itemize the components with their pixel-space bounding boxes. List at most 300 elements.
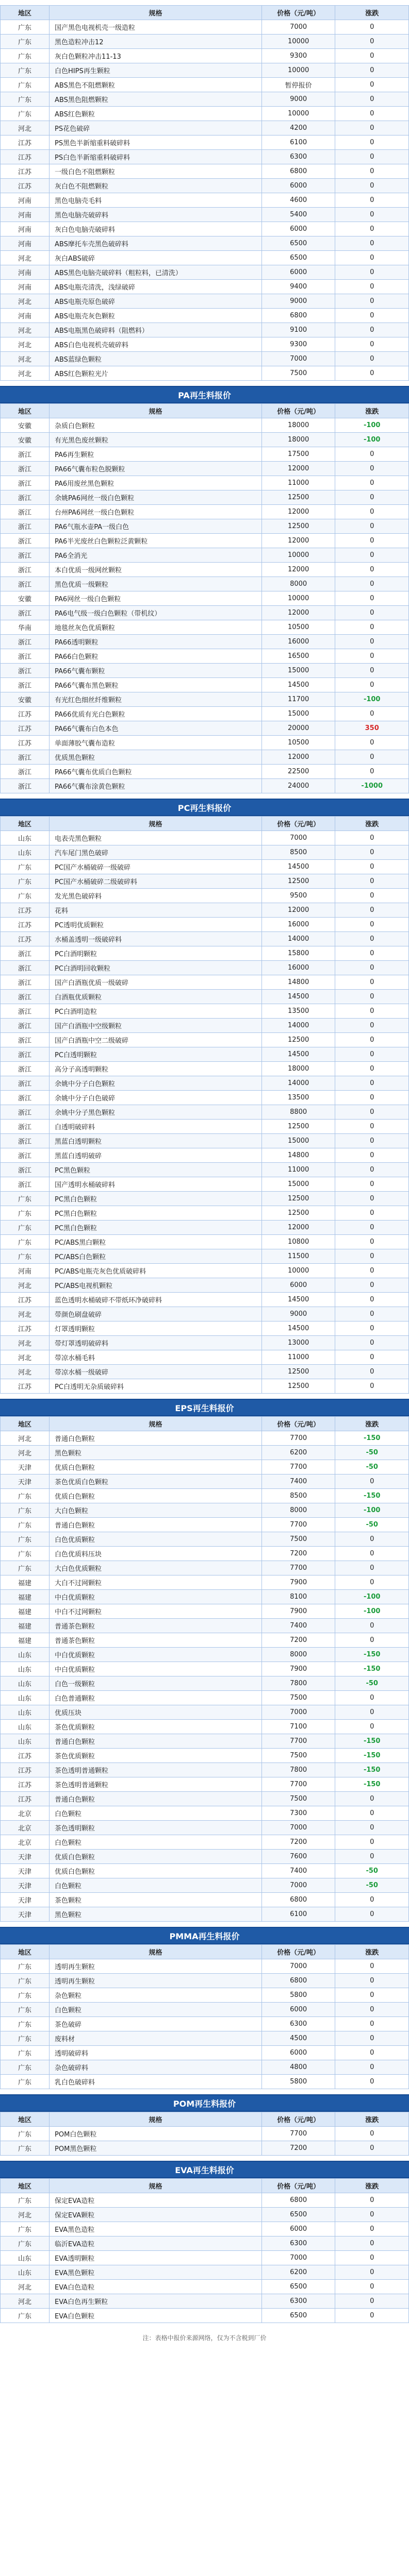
spec-cell: 国产白酒瓶优质一级破碎 [50, 975, 262, 990]
price-cell: 7900 [261, 1662, 335, 1676]
price-cell: 7100 [261, 1720, 335, 1734]
price-cell: 7600 [261, 1850, 335, 1864]
region-cell: 江苏 [1, 721, 50, 736]
table-row [1, 1105, 409, 1120]
price-cell: 6500 [261, 236, 335, 251]
change-cell: 0 [335, 620, 409, 635]
spec-cell: 一级白色不阻燃颗粒 [50, 164, 262, 179]
price-cell: 18000 [261, 418, 335, 433]
region-cell: 广东 [1, 2003, 50, 2017]
change-cell: 0 [335, 903, 409, 918]
change-cell: 0 [335, 860, 409, 874]
spec-cell: PS花色破碎 [50, 121, 262, 135]
change-cell: -100 [335, 1590, 409, 1604]
region-cell: 河北 [1, 2294, 50, 2309]
change-cell: -100 [335, 433, 409, 447]
table-row [1, 505, 409, 519]
table-row [1, 649, 409, 664]
region-cell: 天津 [1, 1878, 50, 1893]
price-cell: 7000 [261, 2251, 335, 2265]
change-cell: 0 [335, 2222, 409, 2236]
region-cell: 河北 [1, 1278, 50, 1293]
price-cell: 13500 [261, 1004, 335, 1019]
spec-cell: 单面薄胶气囊布造粒 [50, 736, 262, 750]
price-cell: 20000 [261, 721, 335, 736]
price-cell: 6500 [261, 2208, 335, 2222]
change-cell: 0 [335, 63, 409, 78]
region-cell: 广东 [1, 78, 50, 92]
change-cell: 0 [335, 534, 409, 548]
table-row [1, 1134, 409, 1148]
price-cell: 12000 [261, 563, 335, 577]
price-cell: 8000 [261, 1648, 335, 1662]
table-row [1, 1850, 409, 1864]
table-row [1, 2280, 409, 2294]
table-row [1, 591, 409, 606]
spec-cell: 国产白酒瓶中空级颗粒 [50, 1019, 262, 1033]
spec-cell: 国产黑色电视机壳一级造粒 [50, 20, 262, 35]
change-cell: -100 [335, 1503, 409, 1518]
col-region-header: 地区 [1, 817, 50, 831]
table-row [1, 620, 409, 635]
spec-cell: PC白酒明造粒 [50, 1004, 262, 1019]
table-row [1, 1806, 409, 1821]
table-row [1, 1379, 409, 1394]
region-cell: 浙江 [1, 961, 50, 975]
price-cell: 14500 [261, 860, 335, 874]
change-cell: 0 [335, 1475, 409, 1489]
table-row [1, 606, 409, 620]
spec-cell: 白色HIPS再生颗粒 [50, 63, 262, 78]
price-cell: 18000 [261, 1062, 335, 1076]
spec-cell: 茶色透明普通颗粒 [50, 1777, 262, 1792]
spec-cell: PC白透明无杂质破碎料 [50, 1379, 262, 1394]
region-cell: 华南 [1, 620, 50, 635]
spec-cell: 中白优质颗粒 [50, 1662, 262, 1676]
region-cell: 河南 [1, 1264, 50, 1278]
price-table [0, 5, 409, 381]
region-cell: 广东 [1, 2127, 50, 2141]
price-cell: 6800 [261, 164, 335, 179]
region-cell: 天津 [1, 1864, 50, 1878]
table-row [1, 2127, 409, 2141]
spec-cell: PC/ABS白色颗粒 [50, 1249, 262, 1264]
price-cell: 7800 [261, 1763, 335, 1777]
spec-cell: PA66透明颗粒 [50, 635, 262, 649]
spec-cell: EVA透明颗粒 [50, 2251, 262, 2265]
spec-cell: 透明破碎料 [50, 2046, 262, 2060]
spec-cell: 普通茶色颗粒 [50, 1633, 262, 1648]
change-cell: 0 [335, 352, 409, 366]
spec-cell: PA6全消光 [50, 548, 262, 563]
price-cell: 7700 [261, 1460, 335, 1475]
region-cell: 广东 [1, 2193, 50, 2208]
change-cell: 0 [335, 1619, 409, 1633]
table-row [1, 2236, 409, 2251]
region-cell: 浙江 [1, 1134, 50, 1148]
region-cell: 浙江 [1, 1120, 50, 1134]
price-cell: 12000 [261, 462, 335, 476]
price-cell: 10000 [261, 1264, 335, 1278]
table-header-row [1, 2179, 409, 2193]
spec-cell: 有光黑色废丝颗粒 [50, 433, 262, 447]
spec-cell: 带凉水桶一级破碎 [50, 1365, 262, 1379]
spec-cell: 茶色颗粒 [50, 1893, 262, 1907]
table-header-row [1, 817, 409, 831]
price-cell: 5800 [261, 1988, 335, 2003]
change-cell: 0 [335, 1062, 409, 1076]
col-region-header: 地区 [1, 404, 50, 418]
spec-cell: ABS黑色电脑壳破碎料（粗粒料，已清洗） [50, 265, 262, 280]
change-cell: 0 [335, 193, 409, 208]
spec-cell: 黑蓝白透明颗粒 [50, 1134, 262, 1148]
spec-cell: 透明再生颗粒 [50, 1959, 262, 1974]
region-cell: 福建 [1, 1590, 50, 1604]
region-cell: 广东 [1, 1561, 50, 1575]
table-row [1, 1988, 409, 2003]
region-cell: 广东 [1, 1547, 50, 1561]
region-cell: 河北 [1, 2208, 50, 2222]
table-row [1, 534, 409, 548]
region-cell: 河北 [1, 1336, 50, 1350]
price-cell: 18000 [261, 433, 335, 447]
spec-cell: PA66气囊布涂黄色颗粒 [50, 779, 262, 793]
table-row [1, 1120, 409, 1134]
table-row [1, 874, 409, 889]
price-cell: 12500 [261, 1206, 335, 1221]
region-cell: 广东 [1, 1503, 50, 1518]
table-row [1, 476, 409, 490]
section-title: EPS再生料报价 [0, 1399, 409, 1416]
region-cell: 天津 [1, 1475, 50, 1489]
spec-cell: 茶色优质颗粒 [50, 1749, 262, 1763]
price-table [0, 2178, 409, 2323]
table-row [1, 2003, 409, 2017]
price-cell: 10500 [261, 736, 335, 750]
change-cell: 0 [335, 462, 409, 476]
spec-cell: ABS电瓶壳灰色颗粒 [50, 309, 262, 323]
price-cell: 6300 [261, 2236, 335, 2251]
section-spacer [0, 1394, 409, 1399]
change-cell: 0 [335, 1278, 409, 1293]
table-row [1, 1705, 409, 1720]
region-cell: 河北 [1, 2280, 50, 2294]
table-row [1, 2309, 409, 2323]
price-cell: 6200 [261, 1446, 335, 1460]
price-cell: 11000 [261, 476, 335, 490]
table-row [1, 1249, 409, 1264]
region-cell: 江苏 [1, 1321, 50, 1336]
change-cell: 0 [335, 35, 409, 49]
table-row [1, 2075, 409, 2089]
price-cell: 10000 [261, 548, 335, 563]
region-cell: 山东 [1, 2251, 50, 2265]
region-cell: 浙江 [1, 1033, 50, 1047]
region-cell: 山东 [1, 1676, 50, 1691]
price-cell: 7000 [261, 1821, 335, 1835]
table-row [1, 1590, 409, 1604]
col-region-header: 地区 [1, 2179, 50, 2193]
spec-cell: EVA白色造粒 [50, 2280, 262, 2294]
price-cell: 11700 [261, 692, 335, 707]
change-cell: 0 [335, 1633, 409, 1648]
spec-cell: ABS红色颗粒 [50, 107, 262, 121]
price-cell: 9000 [261, 92, 335, 107]
change-cell: 0 [335, 476, 409, 490]
table-row [1, 990, 409, 1004]
spec-cell: PC/ABS电视机颗粒 [50, 1278, 262, 1293]
table-row [1, 1475, 409, 1489]
region-cell: 广东 [1, 2309, 50, 2323]
region-cell: 广东 [1, 35, 50, 49]
table-row [1, 1091, 409, 1105]
spec-cell: 中白不过网颗粒 [50, 1604, 262, 1619]
price-cell: 24000 [261, 779, 335, 793]
price-cell: 7400 [261, 1864, 335, 1878]
region-cell: 广东 [1, 1235, 50, 1249]
table-row [1, 1648, 409, 1662]
spec-cell: 花料 [50, 903, 262, 918]
table-row [1, 265, 409, 280]
price-cell: 10000 [261, 107, 335, 121]
change-cell: 0 [335, 2309, 409, 2323]
region-cell: 江苏 [1, 1379, 50, 1394]
change-cell: 0 [335, 2031, 409, 2046]
region-cell: 江苏 [1, 1293, 50, 1307]
col-change-header: 涨跌 [335, 2112, 409, 2127]
table-row [1, 1365, 409, 1379]
spec-cell: 优质白色颗粒 [50, 1864, 262, 1878]
region-cell: 安徽 [1, 433, 50, 447]
section-title: PA再生料报价 [0, 386, 409, 403]
region-cell: 河北 [1, 121, 50, 135]
region-cell: 河南 [1, 193, 50, 208]
region-cell: 浙江 [1, 534, 50, 548]
change-cell: 0 [335, 1821, 409, 1835]
change-cell: 0 [335, 961, 409, 975]
table-row [1, 462, 409, 476]
region-cell: 河北 [1, 294, 50, 309]
region-cell: 浙江 [1, 606, 50, 620]
table-row [1, 49, 409, 63]
region-cell: 江苏 [1, 150, 50, 164]
change-cell: 0 [335, 1959, 409, 1974]
table-row [1, 1974, 409, 1988]
spec-cell: 白色普通颗粒 [50, 1691, 262, 1705]
spec-cell: PC黑白色颗粒 [50, 1192, 262, 1206]
region-cell: 河南 [1, 236, 50, 251]
price-cell: 7000 [261, 1959, 335, 1974]
change-cell: 0 [335, 121, 409, 135]
change-cell: 0 [335, 918, 409, 932]
region-cell: 江苏 [1, 736, 50, 750]
region-cell: 浙江 [1, 765, 50, 779]
price-cell: 7700 [261, 1777, 335, 1792]
region-cell: 浙江 [1, 519, 50, 534]
price-cell: 12500 [261, 1120, 335, 1134]
spec-cell: 普通白色颗粒 [50, 1734, 262, 1749]
table-row [1, 2294, 409, 2309]
table-row [1, 150, 409, 164]
table-row [1, 750, 409, 765]
region-cell: 江苏 [1, 135, 50, 150]
change-cell: 0 [335, 107, 409, 121]
spec-cell: 中白优质颗粒 [50, 1590, 262, 1604]
spec-cell: 白透明破碎料 [50, 1120, 262, 1134]
table-row [1, 107, 409, 121]
region-cell: 浙江 [1, 1177, 50, 1192]
change-cell: 0 [335, 222, 409, 236]
change-cell: 350 [335, 721, 409, 736]
spec-cell: 黑色优质一级颗粒 [50, 577, 262, 591]
section-gap [0, 0, 409, 5]
price-cell: 7700 [261, 1518, 335, 1532]
price-cell: 9000 [261, 1307, 335, 1321]
price-cell: 5800 [261, 2075, 335, 2089]
price-cell: 9300 [261, 337, 335, 352]
price-cell: 4500 [261, 2031, 335, 2046]
price-cell: 15000 [261, 707, 335, 721]
region-cell: 广东 [1, 2060, 50, 2075]
table-row [1, 932, 409, 946]
table-row [1, 294, 409, 309]
change-cell: 0 [335, 1076, 409, 1091]
table-row [1, 1619, 409, 1633]
price-cell: 10000 [261, 63, 335, 78]
price-cell: 6800 [261, 2193, 335, 2208]
table-row [1, 1893, 409, 1907]
spec-cell: PA6用废丝黑色颗粒 [50, 476, 262, 490]
region-cell: 山东 [1, 1662, 50, 1676]
change-cell: -100 [335, 692, 409, 707]
price-cell: 8000 [261, 1503, 335, 1518]
spec-cell: 蓝色透明水桶破碎不带纸环净破碎料 [50, 1293, 262, 1307]
table-row [1, 1959, 409, 1974]
change-cell: -150 [335, 1749, 409, 1763]
table-row [1, 35, 409, 49]
region-cell: 广东 [1, 1221, 50, 1235]
spec-cell: 余姚PA6网丝一级白色颗粒 [50, 490, 262, 505]
table-row [1, 635, 409, 649]
spec-cell: 白色优质料压块 [50, 1547, 262, 1561]
table-row [1, 1047, 409, 1062]
price-cell: 7000 [261, 20, 335, 35]
col-price-header: 价格（元/吨） [261, 404, 335, 418]
spec-cell: 优质压块 [50, 1705, 262, 1720]
region-cell: 浙江 [1, 1004, 50, 1019]
change-cell: 0 [335, 563, 409, 577]
table-row [1, 1503, 409, 1518]
change-cell: 0 [335, 1321, 409, 1336]
table-row [1, 2222, 409, 2236]
change-cell: 0 [335, 519, 409, 534]
table-row [1, 889, 409, 903]
change-cell: 0 [335, 92, 409, 107]
change-cell: 0 [335, 164, 409, 179]
region-cell: 河南 [1, 222, 50, 236]
price-cell: 6000 [261, 179, 335, 193]
col-change-header: 涨跌 [335, 1417, 409, 1431]
col-region-header: 地区 [1, 2112, 50, 2127]
region-cell: 福建 [1, 1619, 50, 1633]
spec-cell: 中白优质颗粒 [50, 1648, 262, 1662]
spec-cell: ABS电瓶壳原色破碎 [50, 294, 262, 309]
region-cell: 福建 [1, 1633, 50, 1648]
region-cell: 广东 [1, 1988, 50, 2003]
price-cell: 4200 [261, 121, 335, 135]
table-row [1, 1604, 409, 1619]
region-cell: 浙江 [1, 664, 50, 678]
spec-cell: 黑色颗粒 [50, 1907, 262, 1922]
spec-cell: 杂质白色颗粒 [50, 418, 262, 433]
region-cell: 江苏 [1, 932, 50, 946]
region-cell: 浙江 [1, 649, 50, 664]
price-cell: 7000 [261, 831, 335, 845]
table-row [1, 2251, 409, 2265]
table-row [1, 860, 409, 874]
price-cell: 14000 [261, 1019, 335, 1033]
table-row [1, 1907, 409, 1922]
region-cell: 江苏 [1, 1749, 50, 1763]
change-cell: 0 [335, 265, 409, 280]
spec-cell: 黑色电脑壳毛料 [50, 193, 262, 208]
col-price-header: 价格（元/吨） [261, 817, 335, 831]
table-row [1, 208, 409, 222]
spec-cell: PA6网丝一级白色颗粒 [50, 591, 262, 606]
price-cell: 7000 [261, 352, 335, 366]
spec-cell: 高分子高透明颗粒 [50, 1062, 262, 1076]
change-cell: 0 [335, 1177, 409, 1192]
col-price-header: 价格（元/吨） [261, 6, 335, 20]
region-cell: 天津 [1, 1850, 50, 1864]
region-cell: 广东 [1, 2236, 50, 2251]
change-cell: 0 [335, 1691, 409, 1705]
col-region-header: 地区 [1, 1945, 50, 1959]
table-row [1, 1532, 409, 1547]
section-spacer [0, 381, 409, 386]
change-cell: -100 [335, 418, 409, 433]
spec-cell: 发光黑色破碎料 [50, 889, 262, 903]
region-cell: 河北 [1, 323, 50, 337]
spec-cell: PC国产水桶破碎一级破碎 [50, 860, 262, 874]
spec-cell: PC国产水桶破碎二级破碎料 [50, 874, 262, 889]
price-cell: 10000 [261, 591, 335, 606]
change-cell: 0 [335, 1850, 409, 1864]
price-cell: 7700 [261, 1561, 335, 1575]
table-row [1, 1749, 409, 1763]
spec-cell: 带颜色刷盘破碎 [50, 1307, 262, 1321]
table-row [1, 664, 409, 678]
price-cell: 7700 [261, 1734, 335, 1749]
region-cell: 河北 [1, 1446, 50, 1460]
price-table [0, 1944, 409, 2089]
table-row [1, 736, 409, 750]
price-cell: 17500 [261, 447, 335, 462]
price-cell: 6100 [261, 1907, 335, 1922]
price-cell: 7700 [261, 1431, 335, 1446]
spec-cell: PA66气囊布白色本色 [50, 721, 262, 736]
price-cell: 7300 [261, 1806, 335, 1821]
region-cell: 广东 [1, 874, 50, 889]
change-cell: 0 [335, 20, 409, 35]
price-cell: 16500 [261, 649, 335, 664]
price-cell: 12000 [261, 606, 335, 620]
spec-cell: 保定EVA造粒 [50, 2193, 262, 2208]
change-cell: 0 [335, 135, 409, 150]
change-cell: 0 [335, 889, 409, 903]
spec-cell: ABS黑色阻燃颗粒 [50, 92, 262, 107]
region-cell: 浙江 [1, 1019, 50, 1033]
